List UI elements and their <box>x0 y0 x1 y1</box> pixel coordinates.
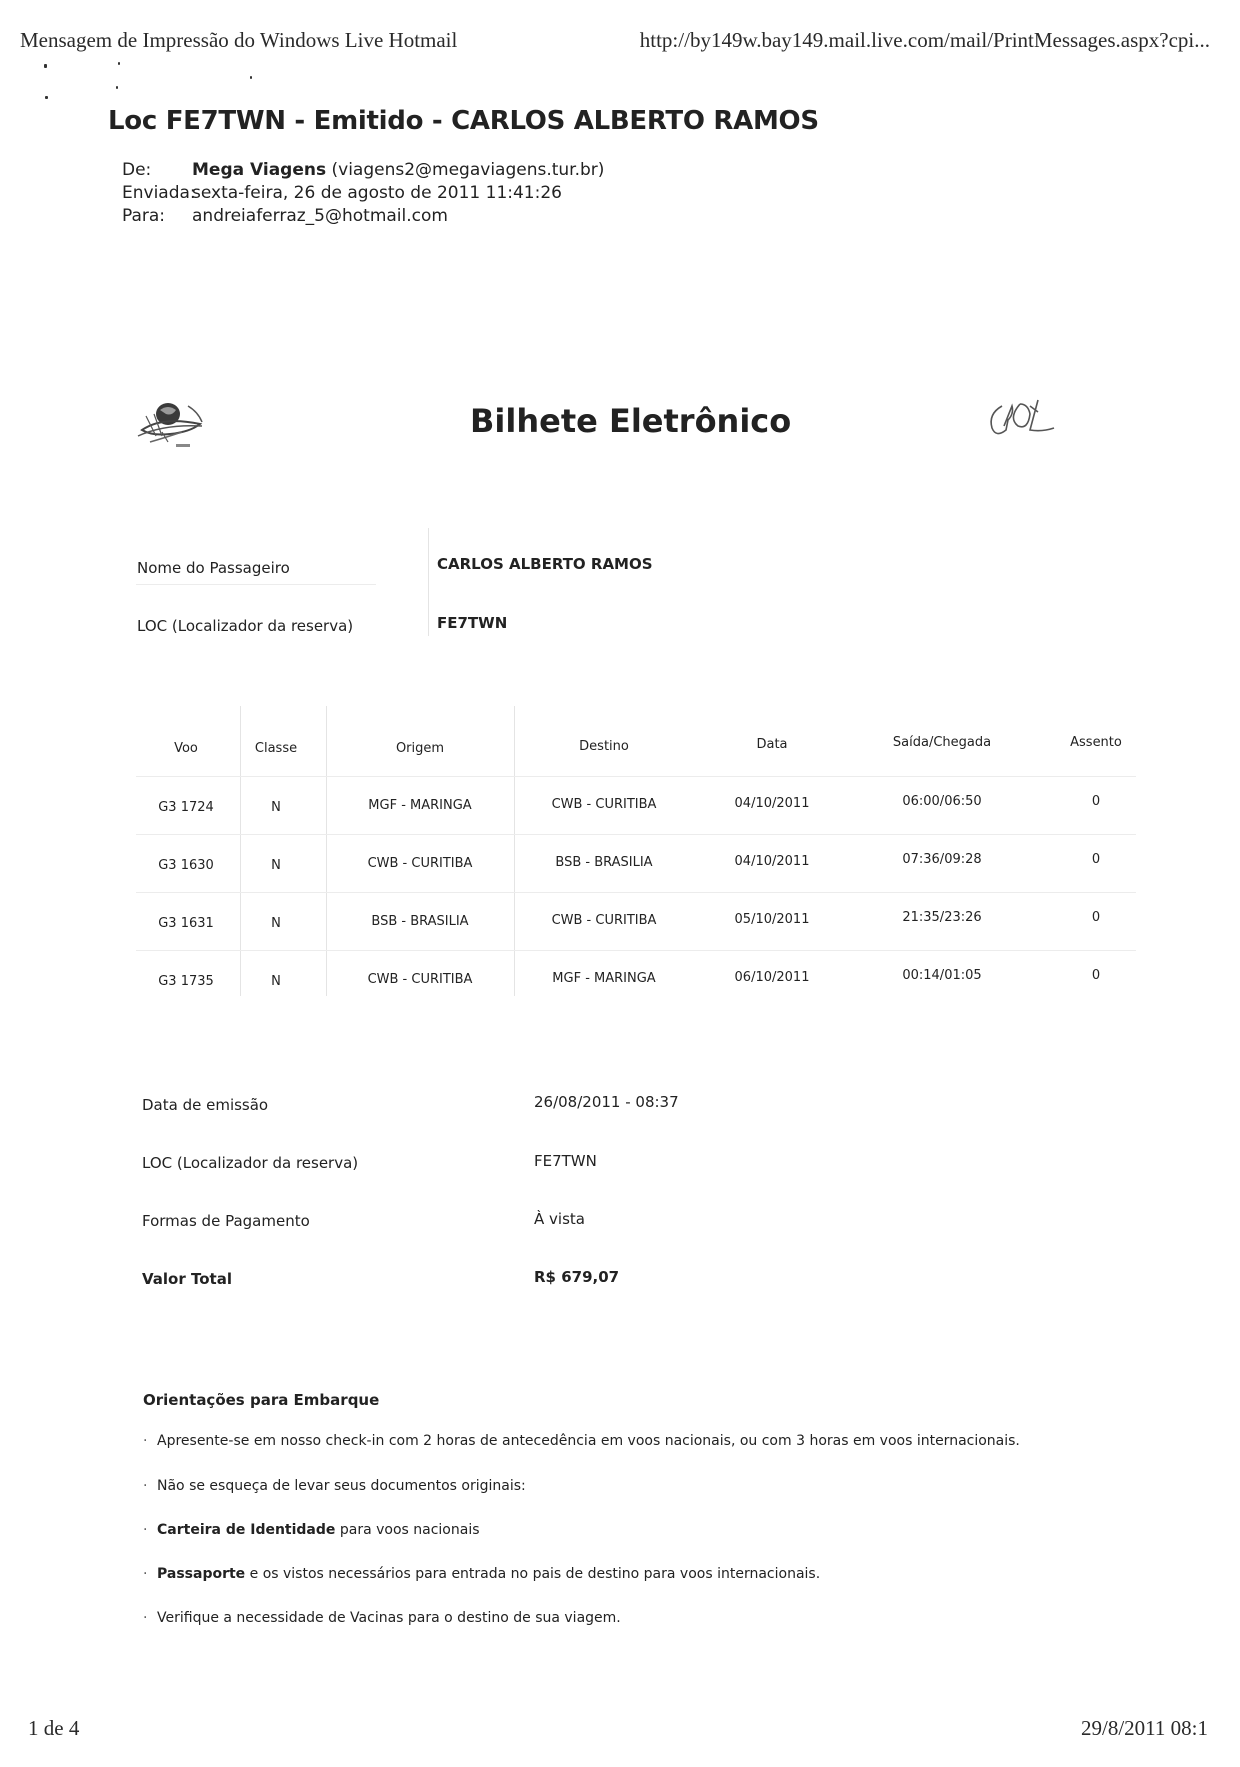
flight-origin: BSB - BRASILIA <box>371 914 469 929</box>
guideline-item <box>143 1566 820 1582</box>
flight-date: 05/10/2011 <box>734 912 810 927</box>
col-header-data: Data <box>756 737 788 752</box>
guideline-text: Verifique a necessidade de Vacinas para o destino de sua viagem. <box>157 1610 621 1626</box>
col-header-saida-chegada: Saída/Chegada <box>892 735 992 750</box>
guideline-item <box>143 1522 480 1538</box>
flight-class: N <box>271 800 281 815</box>
print-header-title: Mensagem de Impressão do Windows Live Hotmail <box>20 28 458 52</box>
summary-loc-value: FE7TWN <box>534 1152 597 1170</box>
print-footer <box>28 1716 1218 1746</box>
scan-speck <box>44 64 47 68</box>
flight-number: G3 1724 <box>158 800 214 815</box>
col-header-assento: Assento <box>1070 735 1122 750</box>
handwritten-signature-icon <box>980 396 1085 446</box>
flight-seat: 0 <box>1091 968 1101 983</box>
from-name: Mega Viagens <box>192 160 327 180</box>
flight-times: 21:35/23:26 <box>902 910 982 925</box>
guideline-text: e os vistos necessários para entrada no pais de destino para voos internacionais. <box>245 1566 821 1582</box>
flight-seat: 0 <box>1091 910 1101 925</box>
grid-divider <box>428 528 429 636</box>
flight-date: 06/10/2011 <box>734 970 810 985</box>
total-label: Valor Total <box>142 1270 232 1288</box>
grid-divider <box>136 950 1136 951</box>
col-header-destino: Destino <box>579 739 629 754</box>
page-counter: 1 de 4 <box>28 1716 80 1740</box>
flight-destination: MGF - MARINGA <box>552 971 656 986</box>
scan-speck <box>116 86 118 89</box>
issue-date-label: Data de emissão <box>142 1096 269 1114</box>
total-value: R$ 679,07 <box>534 1268 620 1286</box>
loc-value: FE7TWN <box>437 614 508 632</box>
from-email[interactable]: (viagens2@megaviagens.tur.br) <box>331 160 605 180</box>
bullet-icon: · <box>143 1478 148 1494</box>
grid-divider <box>136 892 1136 893</box>
email-subject: Loc FE7TWN - Emitido - CARLOS ALBERTO RAMOS <box>108 106 819 136</box>
flight-class: N <box>271 858 281 873</box>
flight-class: N <box>271 916 281 931</box>
col-header-classe: Classe <box>254 741 298 756</box>
issue-date-value: 26/08/2011 - 08:37 <box>534 1093 679 1111</box>
grid-divider <box>136 584 376 585</box>
payment-label: Formas de Pagamento <box>142 1212 310 1230</box>
flight-origin: CWB - CURITIBA <box>367 856 473 871</box>
scan-speck <box>45 96 48 99</box>
bullet-icon: · <box>143 1566 148 1582</box>
flight-destination: CWB - CURITIBA <box>551 797 657 812</box>
flight-destination: BSB - BRASILIA <box>555 855 653 870</box>
flight-number: G3 1735 <box>158 974 214 989</box>
guideline-text: Não se esqueça de levar seus documentos originais: <box>157 1478 526 1494</box>
col-header-origem: Origem <box>395 741 445 756</box>
scan-speck <box>118 62 120 65</box>
flight-origin: CWB - CURITIBA <box>367 972 473 987</box>
flight-number: G3 1630 <box>158 858 214 873</box>
sent-value: sexta-feira, 26 de agosto de 2011 11:41:26 <box>192 183 562 203</box>
grid-divider <box>136 834 1136 835</box>
sent-label: Enviada: <box>122 183 196 203</box>
guideline-item <box>143 1478 526 1494</box>
guideline-item <box>143 1610 621 1626</box>
from-value <box>192 160 604 180</box>
passenger-value: CARLOS ALBERTO RAMOS <box>437 555 653 573</box>
flight-times: 06:00/06:50 <box>902 794 982 809</box>
flight-seat: 0 <box>1091 794 1101 809</box>
grid-divider <box>136 776 1136 777</box>
flight-date: 04/10/2011 <box>734 854 810 869</box>
bullet-icon: · <box>143 1610 148 1626</box>
bullet-icon: · <box>143 1433 148 1449</box>
flight-times: 00:14/01:05 <box>902 968 982 983</box>
flight-seat: 0 <box>1091 852 1101 867</box>
summary-loc-label: LOC (Localizador da reserva) <box>142 1154 359 1172</box>
ticket-title: Bilhete Eletrônico <box>470 402 792 440</box>
print-header <box>20 28 1220 58</box>
flight-origin: MGF - MARINGA <box>368 798 472 813</box>
flight-destination: CWB - CURITIBA <box>551 913 657 928</box>
col-header-voo: Voo <box>174 741 198 756</box>
guideline-text: Apresente-se em nosso check-in com 2 horas de antecedência em voos nacionais, ou com 3 horas em voos internacionais. <box>157 1433 1020 1449</box>
flight-number: G3 1631 <box>158 916 214 931</box>
guideline-bold-text: Carteira de Identidade <box>157 1522 336 1538</box>
flight-times: 07:36/09:28 <box>902 852 982 867</box>
flight-date: 04/10/2011 <box>734 796 810 811</box>
payment-value: À vista <box>534 1210 585 1228</box>
bullet-icon: · <box>143 1522 148 1538</box>
flight-class: N <box>271 974 281 989</box>
loc-label: LOC (Localizador da reserva) <box>137 617 354 635</box>
guideline-text: para voos nacionais <box>335 1522 480 1538</box>
from-label: De: <box>122 160 152 180</box>
guideline-item <box>143 1433 1020 1449</box>
passenger-label: Nome do Passageiro <box>137 559 290 577</box>
print-header-url: http://by149w.bay149.mail.live.com/mail/PrintMessages.aspx?cpi... <box>639 28 1210 52</box>
scan-speck <box>250 76 252 79</box>
to-label: Para: <box>122 206 166 226</box>
guidelines-title: Orientações para Embarque <box>143 1391 380 1409</box>
guideline-bold-text: Passaporte <box>157 1566 246 1582</box>
globe-logo-icon <box>132 386 212 456</box>
to-value[interactable]: andreiaferraz_5@hotmail.com <box>192 206 448 226</box>
print-timestamp: 29/8/2011 08:1 <box>1081 1716 1208 1740</box>
